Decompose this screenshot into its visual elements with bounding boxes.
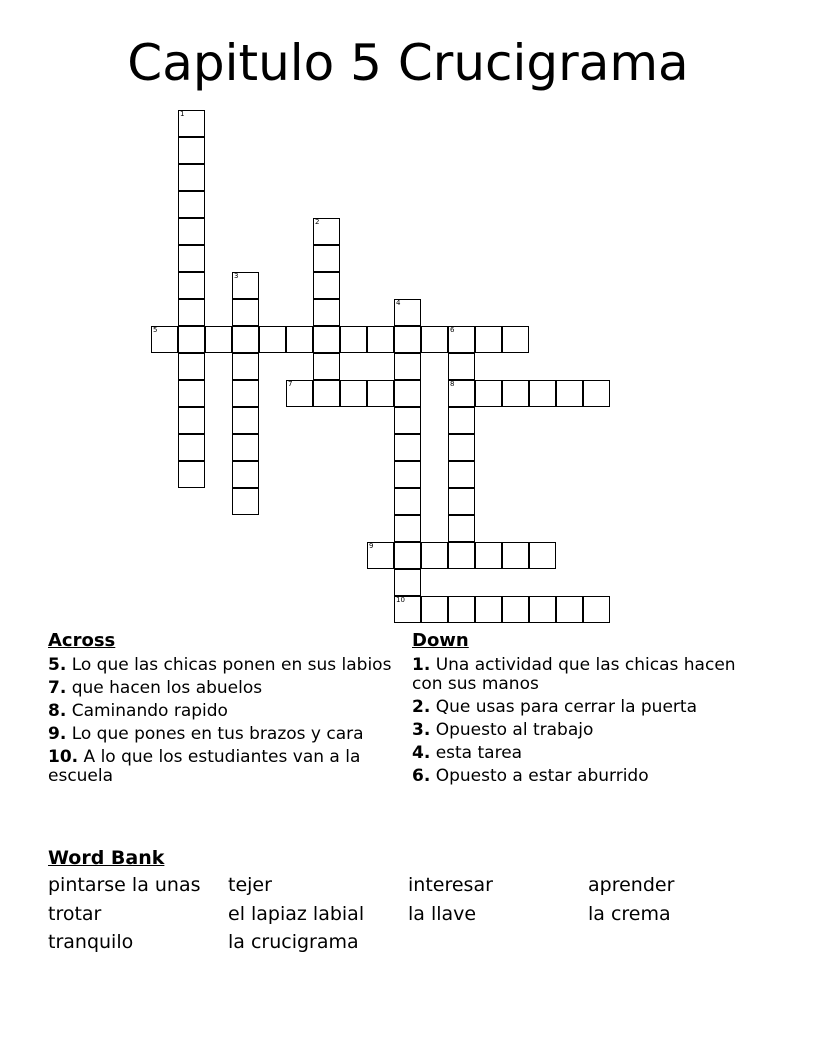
crossword-cell[interactable] [178,137,205,164]
word-bank-list [48,871,768,957]
crossword-cell[interactable] [502,542,529,569]
crossword-cell[interactable] [475,380,502,407]
crossword-cell[interactable] [178,191,205,218]
clue-number: 3. [412,720,431,740]
clue-number-label: 8 [450,380,455,388]
clue-number-label: 5 [153,326,158,334]
crossword-cell[interactable] [448,596,475,623]
crossword-cell[interactable] [178,434,205,461]
crossword-cell[interactable] [367,326,394,353]
crossword-cell[interactable] [448,461,475,488]
clue-text: Que usas para cerrar la puerta [435,697,697,717]
crossword-cell[interactable] [178,380,205,407]
clue-number: 9. [48,724,67,744]
word-bank-item: interesar [408,874,493,896]
clue-text: Caminando rapido [71,701,228,721]
crossword-cell[interactable] [421,326,448,353]
crossword-cell[interactable] [394,326,421,353]
crossword-cell[interactable] [232,407,259,434]
crossword-cell[interactable] [178,218,205,245]
crossword-cell[interactable] [367,380,394,407]
word-bank-item: tranquilo [48,931,134,953]
crossword-cell[interactable] [340,380,367,407]
clue-number: 10. [48,747,79,767]
clue-number: 8. [48,701,67,721]
crossword-cell[interactable] [583,596,610,623]
down-clue-3 [412,721,757,740]
crossword-cell[interactable] [232,488,259,515]
crossword-cell[interactable] [313,245,340,272]
crossword-cell[interactable] [232,434,259,461]
crossword-cell[interactable] [394,461,421,488]
clue-number-label: 1 [180,110,185,118]
crossword-cell[interactable] [313,353,340,380]
crossword-cell[interactable] [448,407,475,434]
down-clue-4 [412,744,757,763]
crossword-cell[interactable] [394,515,421,542]
crossword-cell[interactable] [475,542,502,569]
crossword-cell[interactable] [232,353,259,380]
crossword-cell[interactable] [529,380,556,407]
across-clues [48,630,393,786]
clue-text: esta tarea [435,743,523,763]
crossword-cell[interactable] [232,461,259,488]
crossword-cell[interactable] [475,326,502,353]
crossword-cell[interactable] [151,326,178,353]
word-bank-item: la llave [408,902,477,925]
crossword-cell[interactable] [232,380,259,407]
clue-text: Una actividad que las chicas hacen con sus manos [412,655,736,694]
across-clue-8 [48,702,393,721]
clue-text: Lo que las chicas ponen en sus labios [71,655,392,675]
word-bank-heading: Word Bank [48,847,165,869]
crossword-cell[interactable] [178,272,205,299]
crossword-cell[interactable] [205,326,232,353]
crossword-cell[interactable] [367,542,394,569]
crossword-cell[interactable] [421,542,448,569]
clue-number: 7. [48,678,67,698]
crossword-cell[interactable] [232,326,259,353]
crossword-cell[interactable] [178,245,205,272]
crossword-cell[interactable] [178,407,205,434]
crossword-cell[interactable] [313,326,340,353]
word-bank [48,846,768,957]
crossword-cell[interactable] [394,299,421,326]
crossword-cell[interactable] [502,326,529,353]
crossword-cell[interactable] [448,488,475,515]
crossword-cell[interactable] [178,461,205,488]
crossword-cell[interactable] [529,542,556,569]
crossword-cell[interactable] [286,380,313,407]
crossword-cell[interactable] [313,218,340,245]
crossword-cell[interactable] [583,380,610,407]
clue-number: 6. [412,766,431,786]
crossword-cell[interactable] [259,326,286,353]
crossword-cell[interactable] [448,353,475,380]
across-clue-10 [48,748,393,786]
down-clue-1 [412,656,757,694]
clue-text: que hacen los abuelos [71,678,263,698]
crossword-cell[interactable] [178,326,205,353]
crossword-cell[interactable] [178,164,205,191]
clue-number-label: 6 [450,326,455,334]
word-bank-item: la crema [588,902,671,925]
across-clue-7 [48,679,393,698]
crossword-cell[interactable] [178,353,205,380]
crossword-cell[interactable] [556,380,583,407]
crossword-cell[interactable] [394,542,421,569]
word-bank-item: trotar [48,902,102,925]
crossword-cell[interactable] [394,596,421,623]
word-bank-item: el lapiaz labial [228,902,365,925]
clue-number: 5. [48,655,67,675]
clue-number-label: 3 [234,272,239,280]
down-clue-6 [412,767,757,786]
crossword-cell[interactable] [313,272,340,299]
crossword-cell[interactable] [448,515,475,542]
crossword-cell[interactable] [448,380,475,407]
down-heading: Down [412,630,469,651]
crossword-cell[interactable] [394,434,421,461]
crossword-cell[interactable] [232,272,259,299]
crossword-cell[interactable] [394,380,421,407]
clue-number-label: 2 [315,218,320,226]
clue-number-label: 9 [369,542,374,550]
crossword-cell[interactable] [178,110,205,137]
crossword-cell[interactable] [502,380,529,407]
across-heading: Across [48,630,116,651]
clue-text: Opuesto a estar aburrido [435,766,649,786]
down-clues [412,630,757,786]
crossword-cell[interactable] [529,596,556,623]
crossword-cell[interactable] [232,299,259,326]
crossword-cell[interactable] [448,326,475,353]
across-clue-5 [48,656,393,675]
clue-number-label: 10 [396,596,405,604]
crossword-cell[interactable] [475,596,502,623]
crossword-cell[interactable] [286,326,313,353]
word-bank-item: pintarse la unas [48,874,201,896]
crossword-cell[interactable] [394,569,421,596]
clue-number-label: 4 [396,299,401,307]
clue-number-label: 7 [288,380,293,388]
crossword-cell[interactable] [502,596,529,623]
word-bank-item: la crucigrama [228,931,359,953]
crossword-cell[interactable] [421,596,448,623]
crossword-cell[interactable] [313,380,340,407]
crossword-cell[interactable] [556,596,583,623]
crossword-cell[interactable] [394,353,421,380]
crossword-cell[interactable] [394,488,421,515]
page-title: Capitulo 5 Crucigrama [127,34,689,92]
clue-number: 2. [412,697,431,717]
across-clue-9 [48,725,393,744]
clue-text: A lo que los estudiantes van a la escuela [48,747,361,786]
crossword-cell[interactable] [394,407,421,434]
crossword-cell[interactable] [340,326,367,353]
clue-text: Lo que pones en tus brazos y cara [71,724,364,744]
crossword-cell[interactable] [313,299,340,326]
clue-number: 4. [412,743,431,763]
word-bank-item: aprender [588,874,675,896]
crossword-cell[interactable] [448,434,475,461]
clue-text: Opuesto al trabajo [435,720,594,740]
crossword-cell[interactable] [448,542,475,569]
crossword-cell[interactable] [178,299,205,326]
clue-number: 1. [412,655,431,675]
down-clue-2 [412,698,757,717]
word-bank-item: tejer [228,874,272,896]
